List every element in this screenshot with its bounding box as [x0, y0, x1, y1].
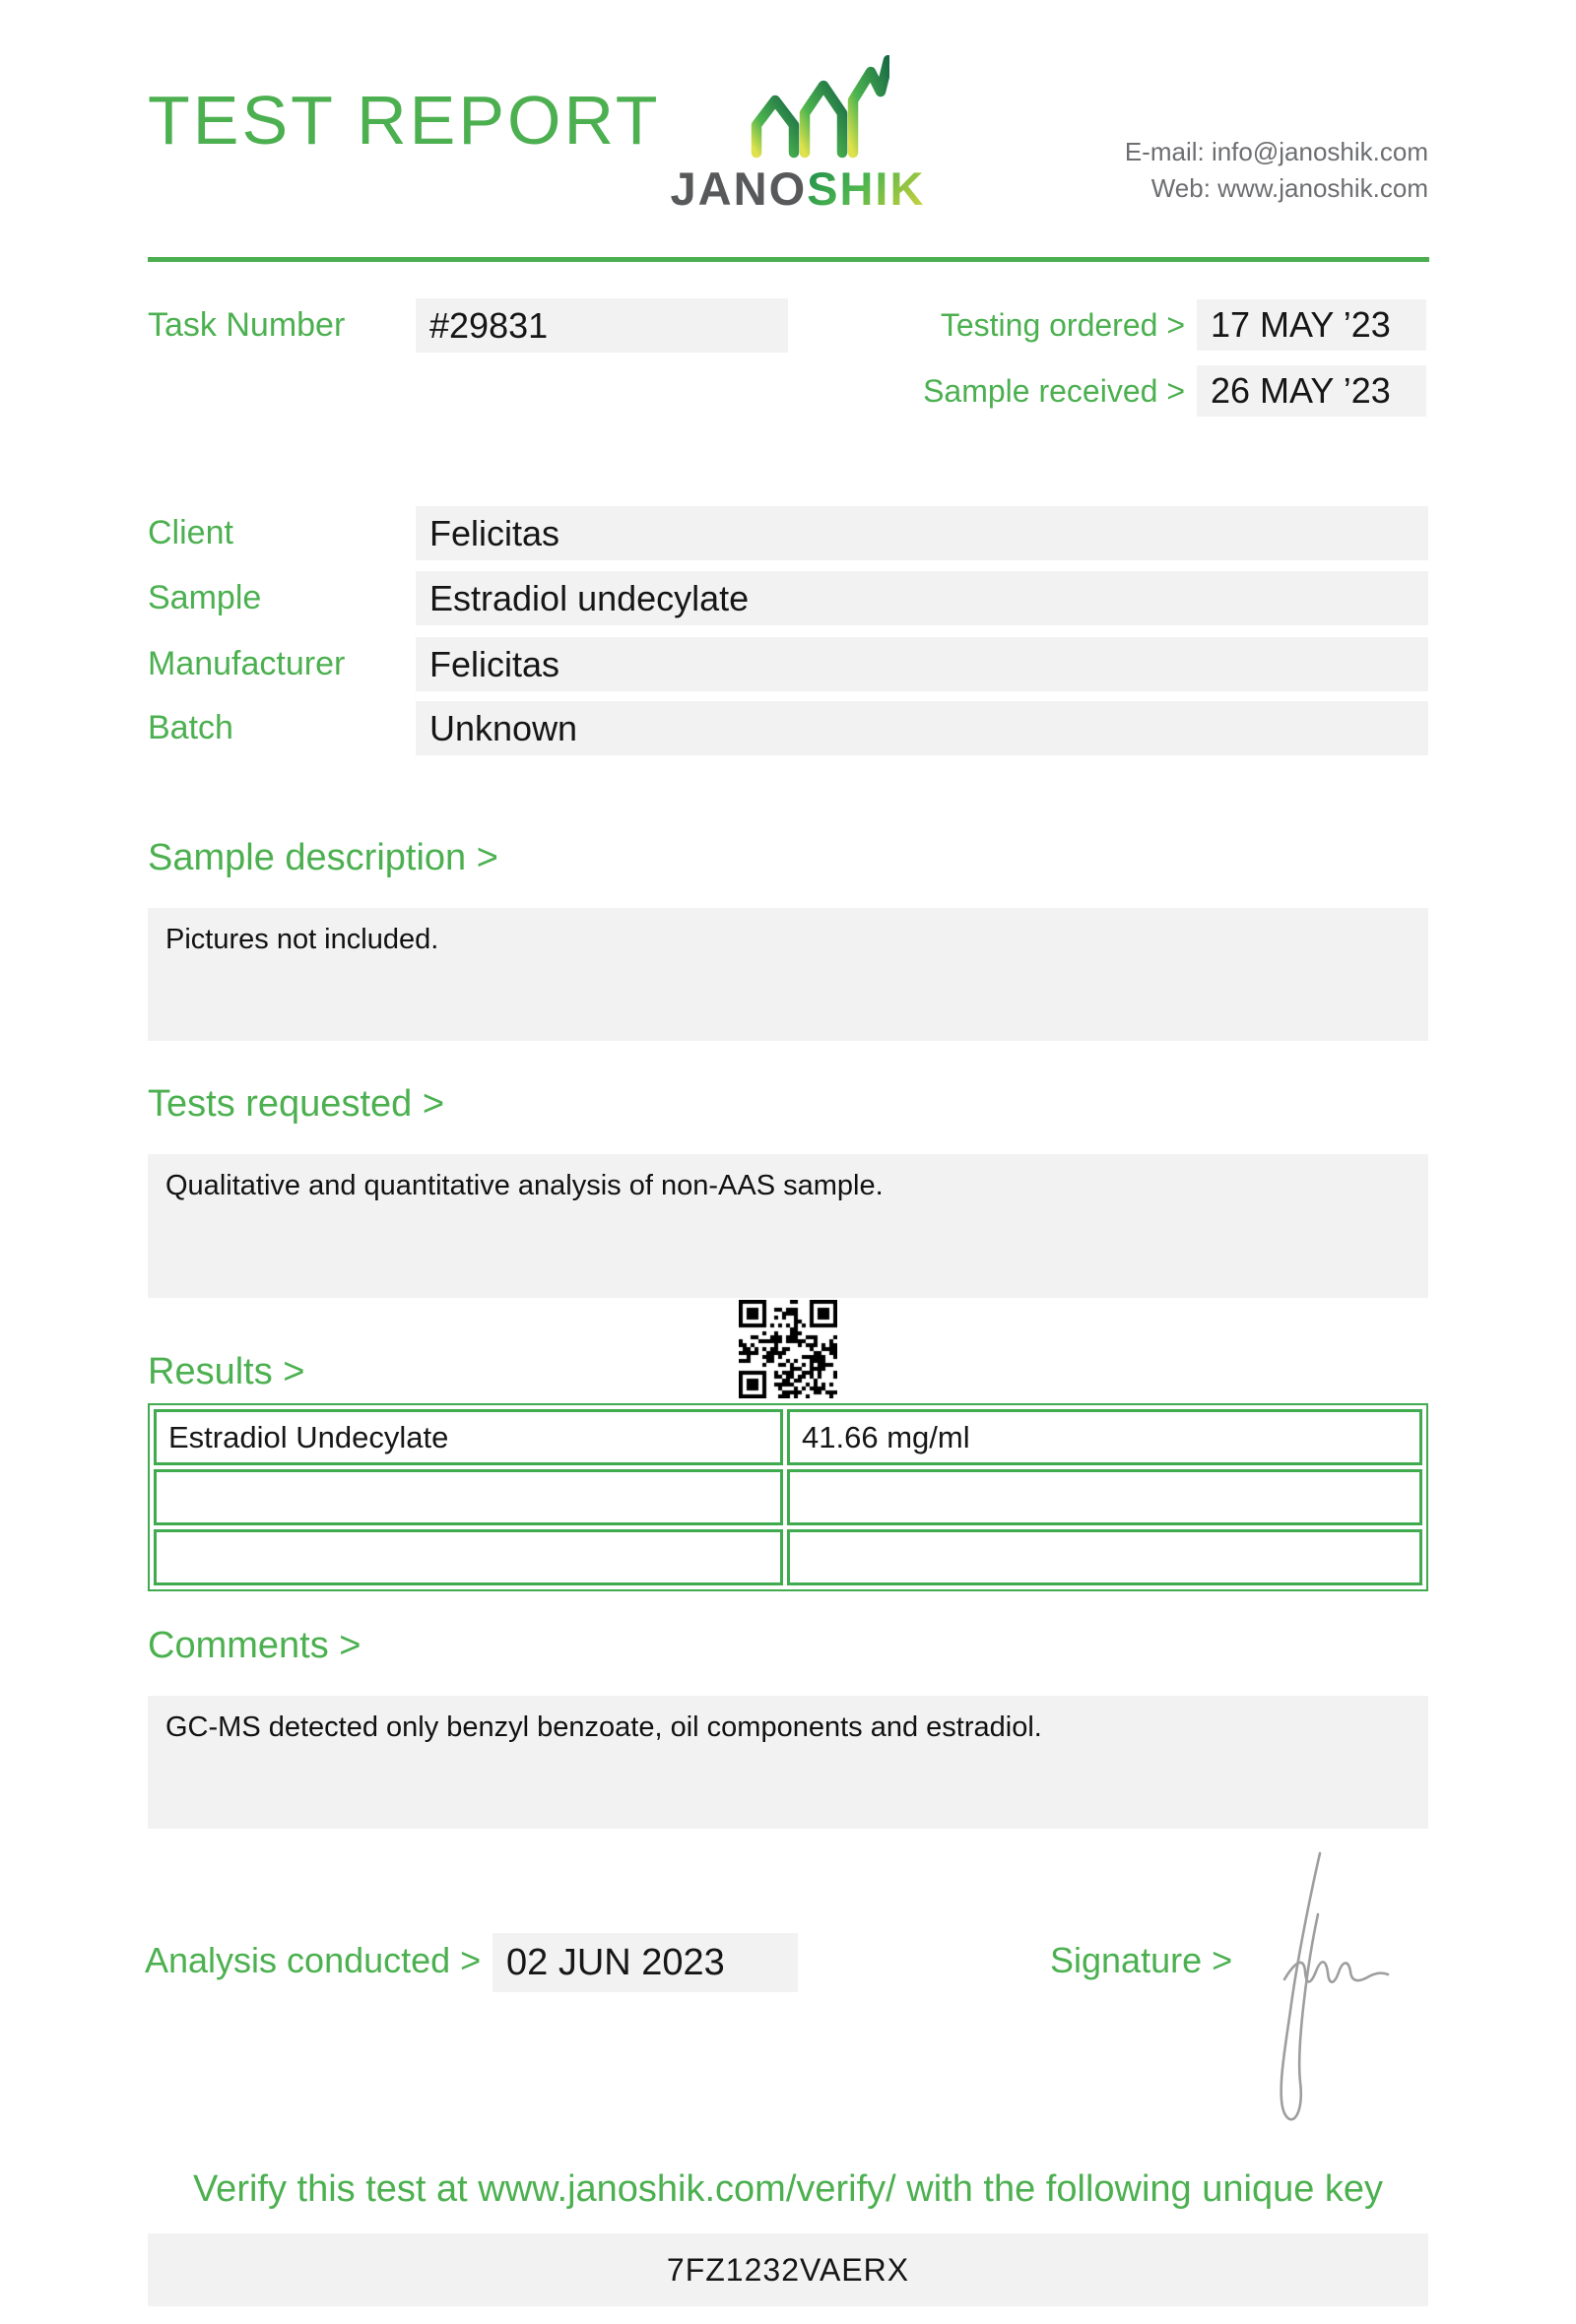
task-number-value: #29831	[416, 298, 788, 353]
janoshik-logo	[635, 161, 960, 216]
sample-description-text: Pictures not included.	[165, 924, 439, 955]
sample-label: Sample	[148, 579, 262, 616]
results-heading: Results >	[148, 1351, 305, 1392]
results-row	[154, 1529, 1422, 1585]
sample-description-heading: Sample description >	[148, 837, 498, 878]
growth-chart-icon	[742, 55, 889, 163]
contact-web: Web: www.janoshik.com	[1150, 173, 1428, 203]
result-concentration	[787, 1529, 1422, 1585]
manufacturer-row	[148, 637, 1428, 691]
client-label: Client	[148, 514, 233, 551]
tests-requested-heading: Tests requested >	[148, 1083, 445, 1125]
result-concentration: 41.66 mg/ml	[787, 1409, 1422, 1465]
tests-requested-box	[148, 1154, 1428, 1298]
sample-received-date: 26 MAY ’23	[1197, 365, 1426, 417]
comments-text: GC-MS detected only benzyl benzoate, oil components and estradiol.	[165, 1711, 1042, 1743]
comments-box	[148, 1696, 1428, 1829]
result-substance: Estradiol Undecylate	[154, 1409, 783, 1465]
qr-code	[739, 1300, 837, 1398]
batch-value: Unknown	[416, 701, 1428, 755]
analysis-conducted-date: 02 JUN 2023	[492, 1933, 798, 1992]
batch-row	[148, 701, 1428, 755]
client-value: Felicitas	[416, 506, 1428, 560]
comments-heading: Comments >	[148, 1625, 361, 1666]
manufacturer-label: Manufacturer	[148, 645, 346, 682]
testing-ordered-label: Testing ordered >	[940, 306, 1185, 343]
result-substance	[154, 1529, 783, 1585]
logo-text-jano: JANO	[670, 162, 808, 215]
sample-received-label: Sample received >	[923, 372, 1185, 409]
sample-received-row	[923, 364, 1426, 418]
contact-email: E-mail: info@janoshik.com	[1124, 137, 1428, 166]
sample-description-box	[148, 908, 1428, 1041]
testing-ordered-row	[941, 298, 1426, 352]
sample-row	[148, 571, 1428, 625]
verify-instruction: Verify this test at www.janoshik.com/verify/ with the following unique key	[192, 2168, 1384, 2210]
sample-value: Estradiol undecylate	[416, 571, 1428, 625]
unique-key: 7FZ1232VAERX	[148, 2233, 1428, 2306]
analysis-conducted-label: Analysis conducted >	[145, 1940, 482, 1980]
signature-scribble	[1257, 1843, 1395, 2144]
signature-label: Signature >	[1050, 1940, 1233, 1980]
results-row	[154, 1409, 1422, 1465]
client-row	[148, 506, 1428, 560]
manufacturer-value: Felicitas	[416, 637, 1428, 691]
result-substance	[154, 1469, 783, 1525]
testing-ordered-date: 17 MAY ’23	[1197, 299, 1426, 351]
contact-block	[1125, 134, 1428, 207]
results-table	[148, 1403, 1428, 1591]
page-title: TEST REPORT	[148, 82, 661, 159]
header-divider	[148, 257, 1429, 262]
results-row	[154, 1469, 1422, 1525]
batch-label: Batch	[148, 709, 233, 746]
tests-requested-text: Qualitative and quantitative analysis of non-AAS sample.	[165, 1170, 884, 1201]
logo-text-shik: SHIK	[807, 162, 926, 215]
task-number-label: Task Number	[148, 306, 346, 344]
result-concentration	[787, 1469, 1422, 1525]
